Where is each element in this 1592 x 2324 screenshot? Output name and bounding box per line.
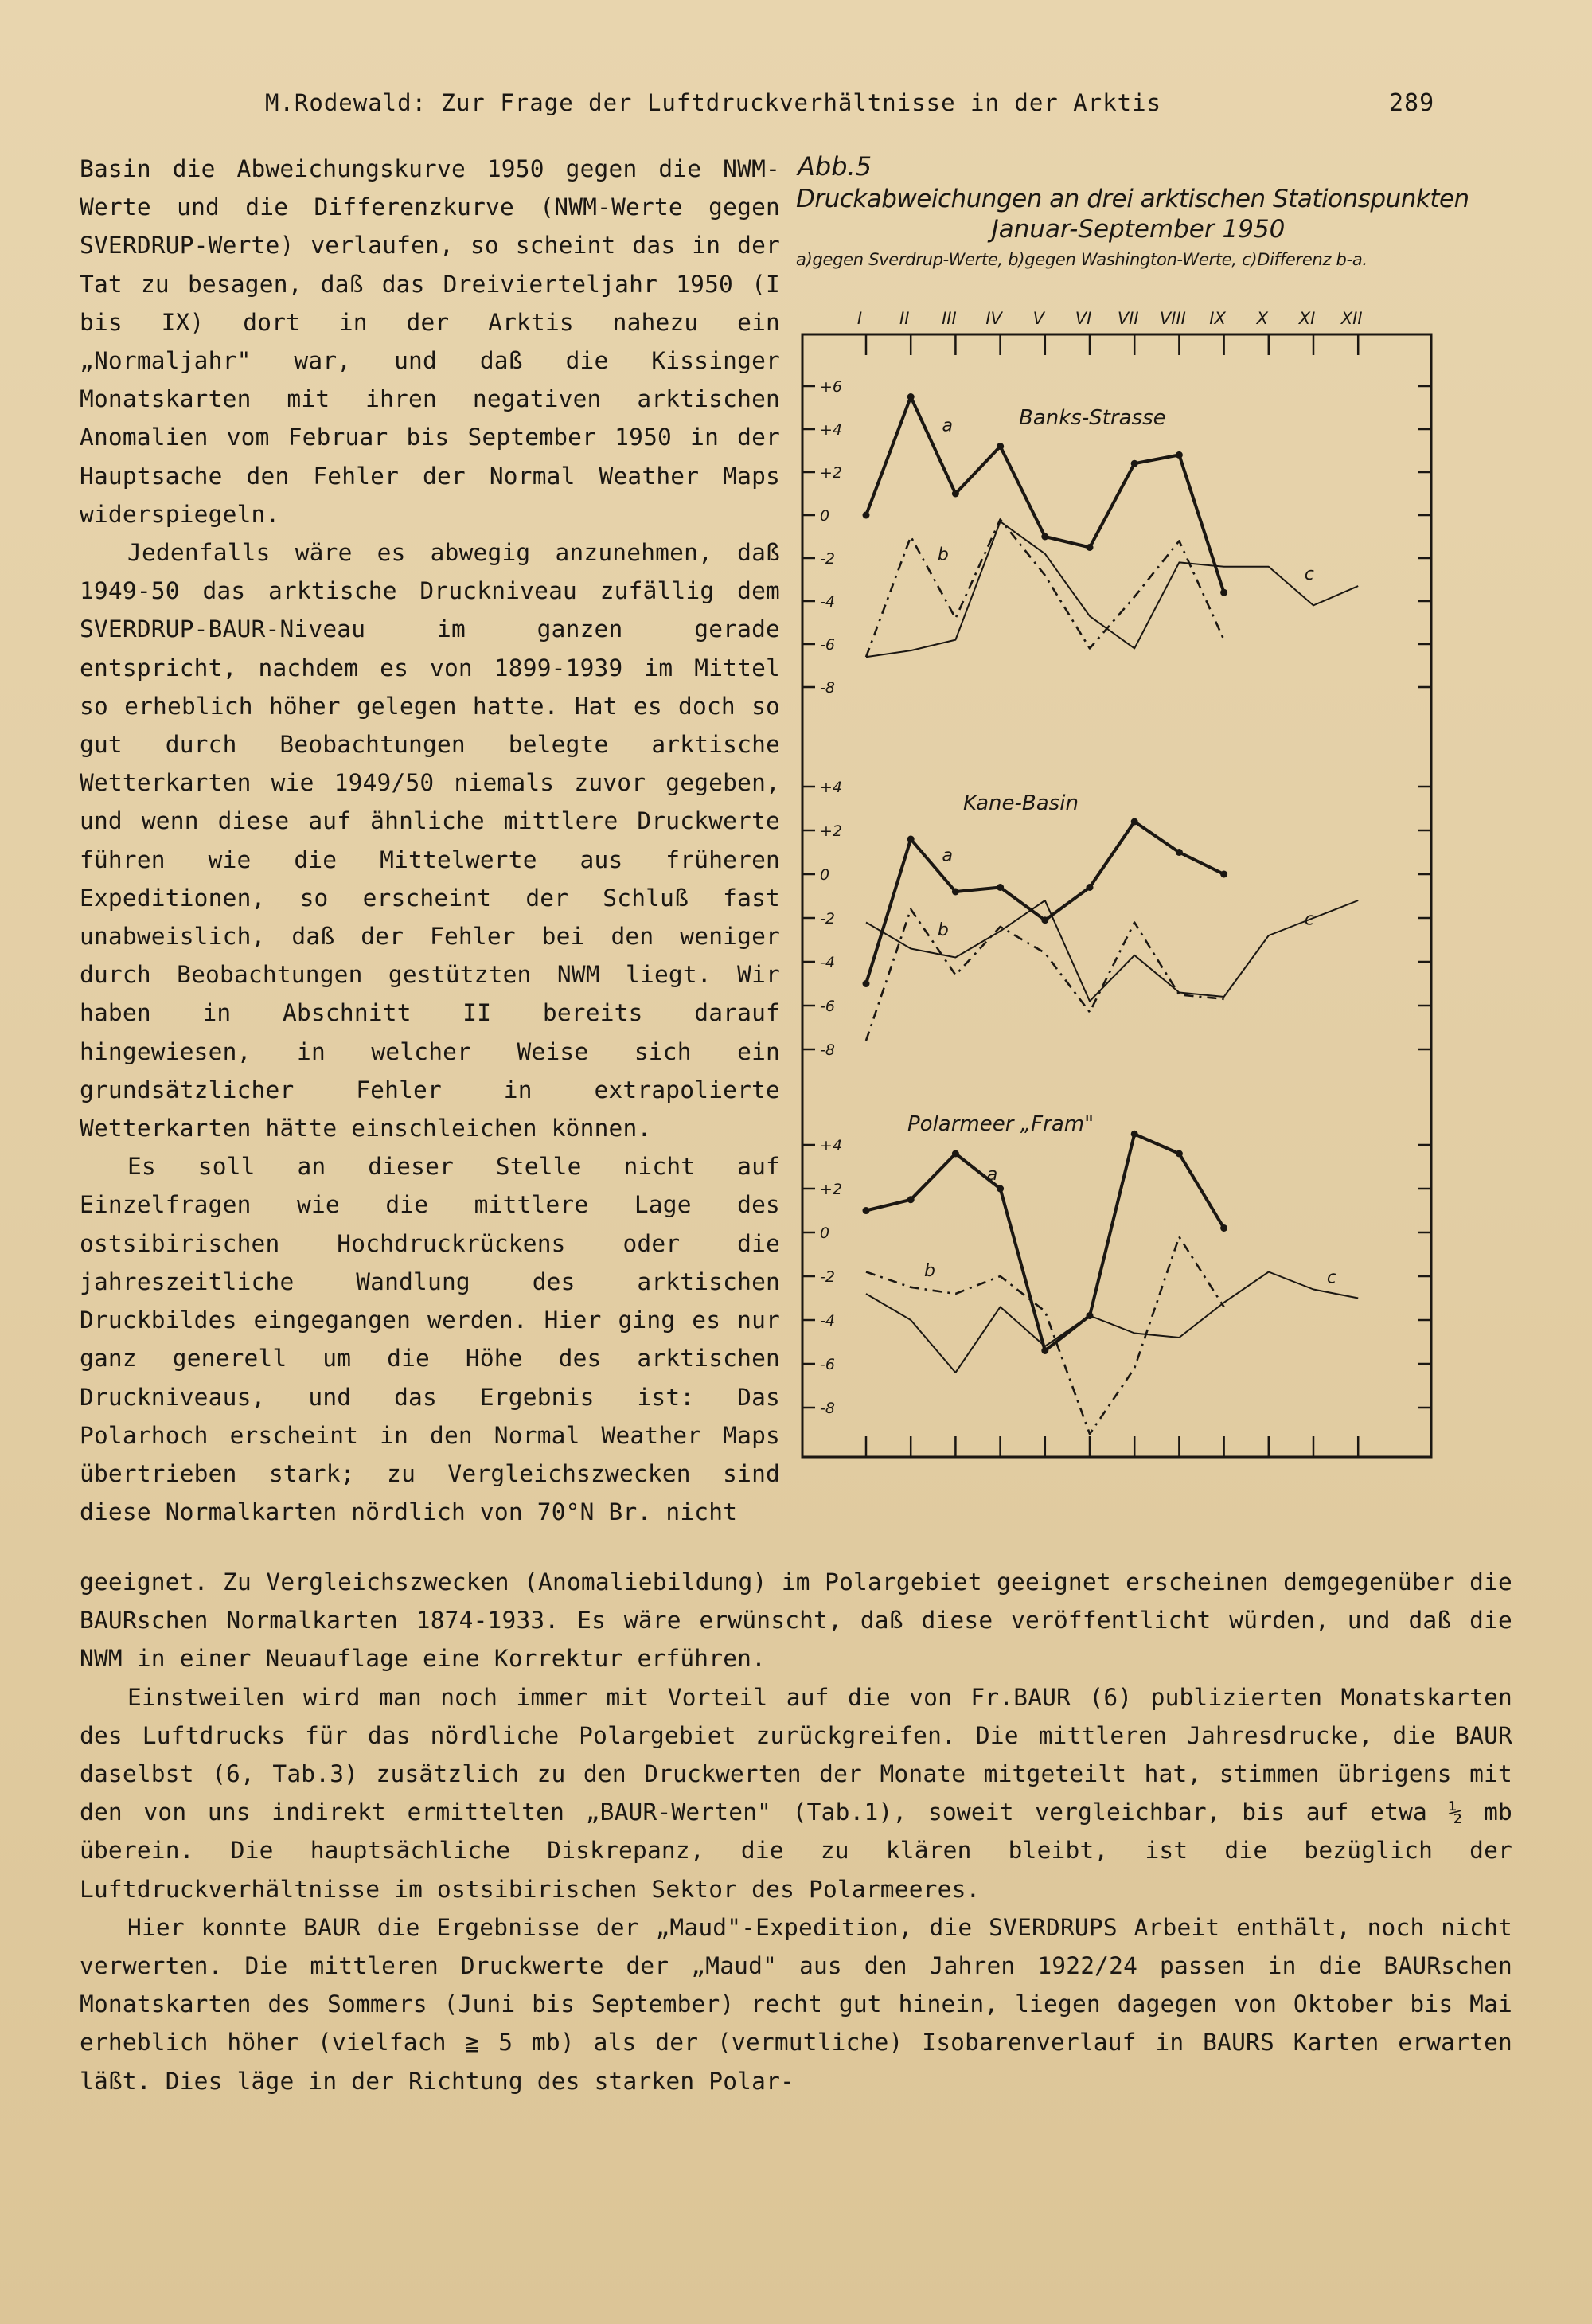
series-label: b [937, 545, 949, 565]
series-line-b [866, 909, 1224, 1041]
page-number: 289 [1389, 89, 1435, 117]
data-point [1176, 451, 1183, 459]
month-label: IX [1209, 309, 1226, 328]
data-point [997, 443, 1004, 450]
data-point [1220, 871, 1227, 878]
month-label: VI [1075, 309, 1092, 328]
series-line-a [866, 1134, 1224, 1350]
panel-title: Banks-Strasse [1019, 406, 1166, 430]
data-point [952, 889, 959, 896]
data-point [952, 1150, 959, 1158]
month-label: VII [1117, 309, 1139, 328]
y-tick-label: 0 [820, 866, 830, 884]
data-point [952, 490, 959, 498]
data-point [907, 1196, 915, 1203]
y-tick-label: -8 [820, 679, 835, 697]
y-tick-label: +4 [820, 421, 843, 439]
chart-frame [802, 334, 1431, 1457]
month-label: IV [985, 309, 1002, 328]
full-width-text [80, 1563, 1512, 2100]
series-label: b [937, 920, 949, 940]
y-tick-label: -4 [820, 593, 835, 611]
data-point [997, 1185, 1004, 1193]
data-point [863, 512, 870, 519]
series-line-c [866, 1272, 1358, 1373]
left-column-text [80, 150, 780, 1531]
y-tick-label: +4 [820, 1137, 843, 1154]
month-label: X [1256, 309, 1268, 328]
data-point [1220, 1224, 1227, 1232]
y-tick-label: -2 [820, 550, 835, 568]
y-tick-label: -6 [820, 998, 835, 1015]
paragraph: Basin die Abweichungskurve 1950 gegen die NWM-Werte und die Differenzkurve (NWM-Werte gegen SVERDRUP-Werte) verlaufen, so scheint das in der Tat zu besagen, daß das Dreivierteljahr 1950 (I bis IX) dort in der Arktis nahezu ein „Normaljahr" war, und daß die Kissinger Monatskarten mit ihren negativen arktischen Anomalien vom Februar bis September 1950 in der Hauptsache den Fehler der Normal Weather Maps widerspiegeln. [80, 155, 780, 528]
series-line-b [866, 1237, 1224, 1435]
month-label: II [899, 309, 910, 328]
month-label: VIII [1159, 309, 1186, 328]
month-label: V [1032, 309, 1044, 328]
paragraph: Hier konnte BAUR die Ergebnisse der „Maud"-Expedition, die SVERDRUPS Arbeit enthält, noch nicht verwerten. Die mittleren Druckwerte der „Maud" aus den Jahren 1922/24 passen in die BAURschen Monatskarten des Sommers (Juni bis September) recht gut hinein, liegen dagegen von Oktober bis Mai erheblich höher (vielfach ≧ 5 mb) als der (vermutliche) Isobarenverlauf in BAURS Karten erwarten läßt. Dies läge in der Richtung des starken Polar- [80, 1913, 1512, 2095]
series-label: c [1304, 909, 1314, 930]
running-title: M.Rodewald: Zur Frage der Luftdruckverhältnisse in der Arktis [265, 89, 1162, 116]
y-tick-label: +2 [820, 822, 843, 840]
data-point [863, 1207, 870, 1214]
data-point [1131, 818, 1138, 826]
pressure-deviation-chart [788, 303, 1441, 1465]
data-point [863, 980, 870, 987]
data-point [1087, 884, 1094, 891]
data-point [1131, 460, 1138, 467]
series-label: a [986, 1165, 998, 1185]
data-point [1041, 1347, 1048, 1354]
y-tick-label: -4 [820, 954, 835, 971]
figure-number: Abb.5 [798, 151, 872, 182]
data-point [1041, 916, 1048, 924]
y-tick-label: -6 [820, 1356, 835, 1373]
y-tick-label: -6 [820, 636, 835, 654]
series-label: c [1304, 564, 1314, 584]
data-point [997, 884, 1004, 891]
y-tick-label: -4 [820, 1312, 835, 1330]
data-point [907, 836, 915, 843]
data-point [907, 393, 915, 400]
series-line-a [866, 822, 1224, 984]
series-label: a [942, 846, 954, 866]
figure-legend-note: a)gegen Sverdrup-Werte, b)gegen Washington-Werte, c)Differenz b-a. [796, 250, 1368, 269]
month-label: XII [1340, 309, 1363, 328]
data-point [1131, 1131, 1138, 1138]
y-tick-label: -8 [820, 1041, 835, 1059]
y-tick-label: 0 [820, 1224, 830, 1242]
data-point [1176, 1150, 1183, 1158]
panel-title: Kane-Basin [963, 791, 1079, 815]
figure-subtitle: Januar-September 1950 [991, 215, 1286, 244]
data-point [1041, 533, 1048, 541]
month-label: XI [1298, 309, 1316, 328]
series-label: a [942, 416, 954, 436]
y-tick-label: -2 [820, 1268, 835, 1286]
data-point [1176, 849, 1183, 856]
y-tick-label: +2 [820, 1181, 843, 1198]
paragraph: Einstweilen wird man noch immer mit Vorteil auf die von Fr.BAUR (6) publizierten Monatskarten des Luftdrucks für das nördliche Polargebiet zurückgreifen. Die mittleren Jahresdrucke, die BAUR daselbst (6, Tab.3) zusätzlich zu den Druckwerten der Monate mitgeteilt hat, stimmen übrigens mit den von uns indirekt ermittelten „BAUR-Werten" (Tab.1), soweit vergleichbar, bis auf etwa ½ mb überein. Die hauptsächliche Diskrepanz, die zu klären bleibt, ist die bezüglich der Luftdruckverhältnisse im ostsibirischen Sektor des Polarmeeres. [80, 1683, 1512, 1903]
y-tick-label: 0 [820, 507, 830, 525]
figure-caption [796, 151, 1481, 269]
month-label: III [942, 309, 957, 328]
paragraph: Jedenfalls wäre es abwegig anzunehmen, daß 1949-50 das arktische Druckniveau zufällig dem SVERDRUP-BAUR-Niveau im ganzen gerade entspricht, nachdem es von 1899-1939 im Mittel so erheblich höher gelegen hatte. Hat es doch so gut durch Beobachtungen belegte arktische Wetterkarten wie 1949/50 niemals zuvor gegeben, und wenn diese auf ähnliche mittlere Druckwerte führen wie die Mittelwerte aus früheren Expeditionen, so erscheint der Schluß fast unabweislich, daß der Fehler bei den weniger durch Beobachtungen gestützten NWM liegt. Wir haben in Abschnitt II bereits darauf hingewiesen, in welcher Weise sich ein grundsätzlicher Fehler in extrapolierte Wetterkarten hätte einschleichen können. [80, 539, 780, 1142]
series-label: c [1326, 1267, 1336, 1288]
month-label: I [856, 309, 863, 328]
y-tick-label: -8 [820, 1400, 835, 1417]
y-tick-label: -2 [820, 910, 835, 928]
data-point [1220, 589, 1227, 596]
paragraph: Es soll an dieser Stelle nicht auf Einzelfragen wie die mittlere Lage des ostsibirischen Hochdruckrückens oder die jahreszeitliche Wandlung des arktischen Druckbildes eingegangen werden. Hier ging es nur ganz generell um die Höhe des arktischen Druckniveaus, und das Ergebnis ist: Das Polarhoch erscheint in den Normal Weather Maps übertrieben stark; zu Vergleichszwecken sind diese Normalkarten nördlich von 70°N Br. nicht [80, 1153, 780, 1526]
y-tick-label: +4 [820, 779, 843, 796]
data-point [1087, 544, 1094, 551]
series-label: b [924, 1261, 936, 1281]
y-tick-label: +2 [820, 464, 843, 482]
y-tick-label: +6 [820, 378, 843, 396]
figure-title: Druckabweichungen an drei arktischen Stationspunkten [796, 185, 1469, 213]
panel-title: Polarmeer „Fram" [907, 1112, 1094, 1136]
paragraph: geeignet. Zu Vergleichszwecken (Anomaliebildung) im Polargebiet geeignet erscheinen demgegenüber die BAURschen Normalkarten 1874-1933. Es wäre erwünscht, daß diese veröffentlicht würden, und daß die NWM in einer Neuauflage eine Korrektur erführen. [80, 1568, 1512, 1673]
